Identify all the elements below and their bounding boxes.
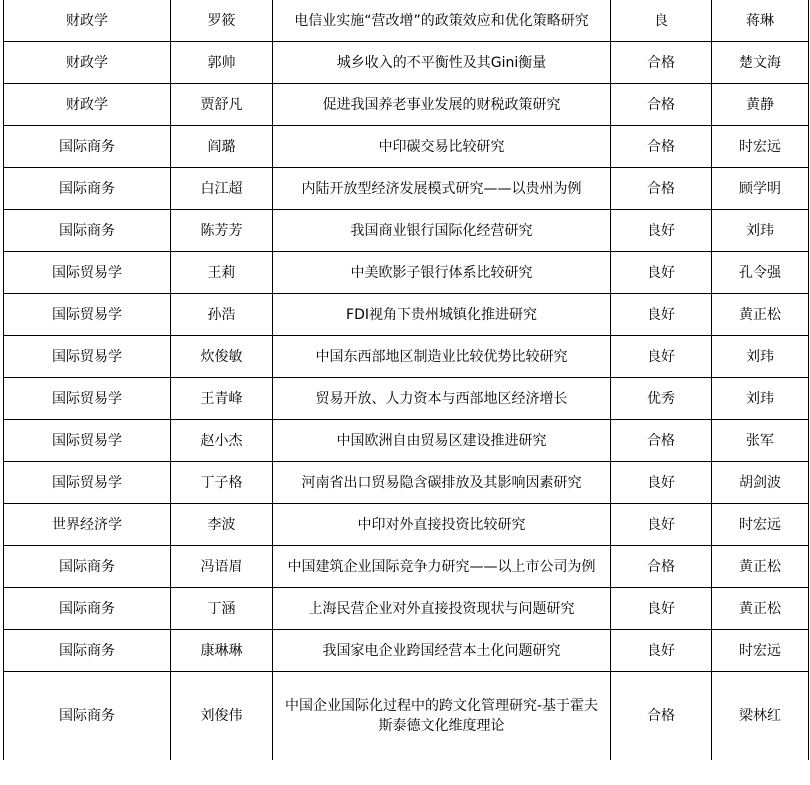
thesis-title-cell: 我国家电企业跨国经营本土化问题研究 <box>273 630 611 672</box>
advisor-cell: 黄正松 <box>712 588 809 630</box>
thesis-title-cell: 河南省出口贸易隐含碳排放及其影响因素研究 <box>273 462 611 504</box>
thesis-title-cell: 城乡收入的不平衡性及其Gini衡量 <box>273 42 611 84</box>
thesis-table <box>3 0 809 760</box>
advisor-cell: 孔令强 <box>712 252 809 294</box>
table-row <box>4 210 809 252</box>
table-row <box>4 294 809 336</box>
table-row <box>4 504 809 546</box>
advisor-cell: 黄静 <box>712 84 809 126</box>
advisor-cell: 黄正松 <box>712 546 809 588</box>
grade-cell: 优秀 <box>611 378 712 420</box>
grade-cell: 良 <box>611 0 712 42</box>
grade-cell: 良好 <box>611 336 712 378</box>
thesis-title-cell: 促进我国养老事业发展的财税政策研究 <box>273 84 611 126</box>
thesis-title-cell: 中国东西部地区制造业比较优势比较研究 <box>273 336 611 378</box>
advisor-cell: 刘玮 <box>712 210 809 252</box>
major-cell: 财政学 <box>4 42 171 84</box>
major-cell: 国际贸易学 <box>4 336 171 378</box>
student-cell: 阎璐 <box>171 126 273 168</box>
major-cell: 国际贸易学 <box>4 294 171 336</box>
grade-cell: 良好 <box>611 294 712 336</box>
advisor-cell: 刘玮 <box>712 336 809 378</box>
table-row <box>4 0 809 42</box>
advisor-cell: 时宏远 <box>712 126 809 168</box>
student-cell: 贾舒凡 <box>171 84 273 126</box>
thesis-title-cell: 贸易开放、人力资本与西部地区经济增长 <box>273 378 611 420</box>
student-cell: 炊俊敏 <box>171 336 273 378</box>
student-cell: 白江超 <box>171 168 273 210</box>
student-cell: 郭帅 <box>171 42 273 84</box>
table-row <box>4 420 809 462</box>
advisor-cell: 胡剑波 <box>712 462 809 504</box>
major-cell: 国际商务 <box>4 588 171 630</box>
table-row <box>4 252 809 294</box>
thesis-title-cell: 中国欧洲自由贸易区建设推进研究 <box>273 420 611 462</box>
major-cell: 财政学 <box>4 0 171 42</box>
student-cell: 冯语眉 <box>171 546 273 588</box>
student-cell: 孙浩 <box>171 294 273 336</box>
major-cell: 国际商务 <box>4 672 171 760</box>
grade-cell: 合格 <box>611 420 712 462</box>
thesis-title-cell: 中印对外直接投资比较研究 <box>273 504 611 546</box>
advisor-cell: 梁林红 <box>712 672 809 760</box>
table-row <box>4 588 809 630</box>
table-row <box>4 630 809 672</box>
grade-cell: 合格 <box>611 42 712 84</box>
major-cell: 国际贸易学 <box>4 462 171 504</box>
student-cell: 李波 <box>171 504 273 546</box>
thesis-title-cell: 内陆开放型经济发展模式研究——以贵州为例 <box>273 168 611 210</box>
thesis-title-cell: 中印碳交易比较研究 <box>273 126 611 168</box>
advisor-cell: 张军 <box>712 420 809 462</box>
major-cell: 国际商务 <box>4 168 171 210</box>
grade-cell: 合格 <box>611 84 712 126</box>
grade-cell: 良好 <box>611 252 712 294</box>
student-cell: 丁涵 <box>171 588 273 630</box>
table-row <box>4 462 809 504</box>
table-row <box>4 672 809 760</box>
thesis-title-cell: 中美欧影子银行体系比较研究 <box>273 252 611 294</box>
student-cell: 罗筱 <box>171 0 273 42</box>
major-cell: 国际商务 <box>4 546 171 588</box>
major-cell: 财政学 <box>4 84 171 126</box>
student-cell: 赵小杰 <box>171 420 273 462</box>
advisor-cell: 楚文海 <box>712 42 809 84</box>
grade-cell: 合格 <box>611 168 712 210</box>
grade-cell: 合格 <box>611 126 712 168</box>
table-row <box>4 168 809 210</box>
table-row <box>4 42 809 84</box>
thesis-title-cell: 上海民营企业对外直接投资现状与问题研究 <box>273 588 611 630</box>
thesis-title-cell: 中国建筑企业国际竞争力研究——以上市公司为例 <box>273 546 611 588</box>
table-row <box>4 378 809 420</box>
major-cell: 国际贸易学 <box>4 252 171 294</box>
major-cell: 国际贸易学 <box>4 378 171 420</box>
thesis-table-body <box>4 0 809 760</box>
student-cell: 刘俊伟 <box>171 672 273 760</box>
advisor-cell: 时宏远 <box>712 630 809 672</box>
major-cell: 国际商务 <box>4 210 171 252</box>
student-cell: 王莉 <box>171 252 273 294</box>
grade-cell: 良好 <box>611 210 712 252</box>
major-cell: 国际贸易学 <box>4 420 171 462</box>
grade-cell: 良好 <box>611 504 712 546</box>
table-row <box>4 84 809 126</box>
student-cell: 王青峰 <box>171 378 273 420</box>
table-row <box>4 126 809 168</box>
advisor-cell: 蒋琳 <box>712 0 809 42</box>
thesis-title-cell: 我国商业银行国际化经营研究 <box>273 210 611 252</box>
grade-cell: 良好 <box>611 462 712 504</box>
major-cell: 世界经济学 <box>4 504 171 546</box>
table-row <box>4 546 809 588</box>
grade-cell: 良好 <box>611 588 712 630</box>
student-cell: 康琳琳 <box>171 630 273 672</box>
thesis-title-cell: 中国企业国际化过程中的跨文化管理研究-基于霍夫斯泰德文化维度理论 <box>273 672 611 760</box>
thesis-title-cell: 电信业实施“营改增”的政策效应和优化策略研究 <box>273 0 611 42</box>
advisor-cell: 刘玮 <box>712 378 809 420</box>
student-cell: 陈芳芳 <box>171 210 273 252</box>
major-cell: 国际商务 <box>4 126 171 168</box>
advisor-cell: 时宏远 <box>712 504 809 546</box>
table-row <box>4 336 809 378</box>
advisor-cell: 顾学明 <box>712 168 809 210</box>
grade-cell: 良好 <box>611 630 712 672</box>
student-cell: 丁子格 <box>171 462 273 504</box>
grade-cell: 合格 <box>611 546 712 588</box>
major-cell: 国际商务 <box>4 630 171 672</box>
thesis-title-cell: FDI视角下贵州城镇化推进研究 <box>273 294 611 336</box>
advisor-cell: 黄正松 <box>712 294 809 336</box>
grade-cell: 合格 <box>611 672 712 760</box>
